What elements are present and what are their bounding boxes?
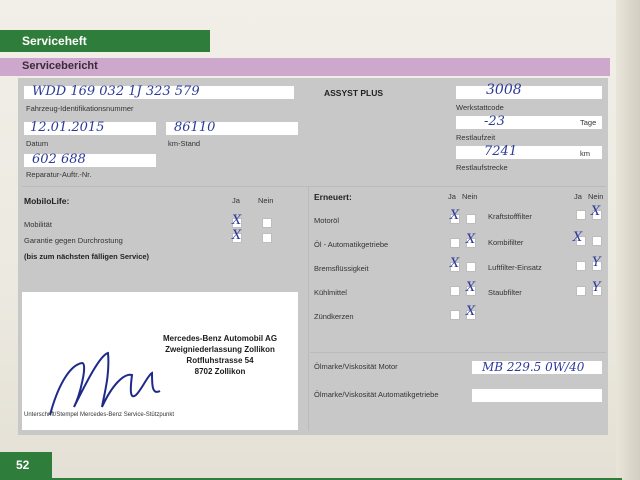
erneuert-item-label: Kühlmittel — [314, 288, 347, 297]
repair-value: 602 688 — [32, 152, 86, 167]
erneuert-item-label: Bremsflüssigkeit — [314, 264, 369, 273]
header-bar — [0, 30, 210, 52]
gear-oil-field[interactable] — [472, 389, 602, 402]
erneuert-item-label: Staubfilter — [488, 288, 522, 297]
section-title: Servicebericht — [22, 60, 98, 72]
vin-value: WDD 169 032 1J 323 579 — [32, 84, 200, 99]
luftfilter-ja-checkbox[interactable] — [576, 261, 586, 271]
erneuert-item-label: Luftfilter-Einsatz — [488, 263, 542, 272]
erneuert-item-label: Öl - Automatikgetriebe — [314, 240, 389, 249]
erneuert-item-label: Motoröl — [314, 216, 340, 225]
column-divider — [308, 186, 309, 431]
mobilo-title: MobiloLife: — [24, 196, 70, 206]
staubfilter-ja-checkbox[interactable] — [576, 286, 586, 296]
mobilo-nein-header: Nein — [258, 196, 274, 205]
restdist-label: Restlaufstrecke — [456, 163, 508, 172]
kombifilter-nein-checkbox[interactable] — [592, 236, 602, 246]
check-mark: X — [450, 256, 460, 271]
resttime-value: -23 — [484, 114, 505, 129]
stamp-company: Mercedes-Benz Automobil AG — [162, 334, 278, 343]
days-unit: Tage — [580, 118, 597, 127]
divider — [22, 186, 606, 187]
check-mark: Y — [592, 280, 601, 295]
gear-oil-label: Ölmarke/Viskosität Automatikgetriebe — [314, 390, 439, 399]
erneuert-item-label: Kraftstofffilter — [488, 212, 532, 221]
vin-label: Fahrzeug-Identifikationsnummer — [26, 104, 134, 113]
check-mark: X — [466, 304, 476, 319]
erneuert-item-label: Zündkerzen — [314, 312, 354, 321]
oil-divider — [310, 352, 606, 353]
resttime-label: Restlaufzeit — [456, 133, 496, 142]
km-label: km-Stand — [168, 139, 201, 148]
page-edge — [616, 0, 640, 480]
km-value: 86110 — [174, 120, 216, 135]
motoroel-nein-checkbox[interactable] — [466, 214, 476, 224]
signature-label: Unterschrift/Stempel Mercedes-Benz Service-Stützpunkt — [24, 412, 175, 418]
erneuert-ja-header: Ja — [448, 192, 456, 201]
mobilitaet-nein-checkbox[interactable] — [262, 218, 272, 228]
check-mark: X — [591, 204, 601, 219]
code-value: 3008 — [486, 82, 522, 98]
check-mark: X — [573, 230, 583, 245]
signature — [40, 345, 170, 420]
mobilo-ja-header: Ja — [232, 196, 240, 205]
stamp-street: Rotfluhstrasse 54 — [186, 356, 254, 365]
repair-label: Reparatur-Auftr.-Nr. — [26, 170, 92, 179]
kraftstofffilter-ja-checkbox[interactable] — [576, 210, 586, 220]
date-value: 12.01.2015 — [30, 120, 105, 135]
mobilo-note: (bis zum nächsten fälligen Service) — [24, 252, 150, 261]
motor-oil-value: MB 229.5 0W/40 — [482, 360, 585, 374]
mobilo-item-label: Garantie gegen Durchrostung — [24, 236, 123, 245]
erneuert-item-label: Kombifilter — [488, 238, 524, 247]
date-label: Datum — [26, 139, 49, 148]
check-mark: X — [232, 213, 242, 228]
erneuert-title: Erneuert: — [314, 192, 352, 202]
check-mark: X — [450, 208, 460, 223]
erneuert-nein-header: Nein — [462, 192, 478, 201]
code-label: Werkstattcode — [456, 103, 504, 112]
bremsfluessigkeit-nein-checkbox[interactable] — [466, 262, 476, 272]
check-mark: X — [466, 280, 476, 295]
page-number-tab — [0, 452, 52, 480]
km-unit: km — [580, 149, 590, 158]
erneuert-ja-header-2: Ja — [574, 192, 582, 201]
motor-oil-label: Ölmarke/Viskosität Motor — [314, 362, 398, 371]
stamp-city: 8702 Zollikon — [194, 367, 246, 376]
garantie-nein-checkbox[interactable] — [262, 233, 272, 243]
kuehlmittel-ja-checkbox[interactable] — [450, 286, 460, 296]
section-bar — [0, 58, 610, 76]
assyst-title: ASSYST PLUS — [324, 88, 384, 98]
mobilo-item-label: Mobilität — [24, 220, 52, 229]
check-mark: Y — [592, 255, 601, 270]
page-number: 52 — [16, 458, 30, 472]
restdist-value: 7241 — [484, 144, 518, 159]
code-field[interactable] — [456, 86, 602, 99]
check-mark: X — [466, 232, 476, 247]
getriebeoel-ja-checkbox[interactable] — [450, 238, 460, 248]
erneuert-nein-header-2: Nein — [588, 192, 604, 201]
book-title: Serviceheft — [22, 34, 87, 48]
check-mark: X — [232, 228, 242, 243]
stamp-branch: Zweigniederlassung Zollikon — [165, 345, 275, 354]
zuendkerzen-ja-checkbox[interactable] — [450, 310, 460, 320]
